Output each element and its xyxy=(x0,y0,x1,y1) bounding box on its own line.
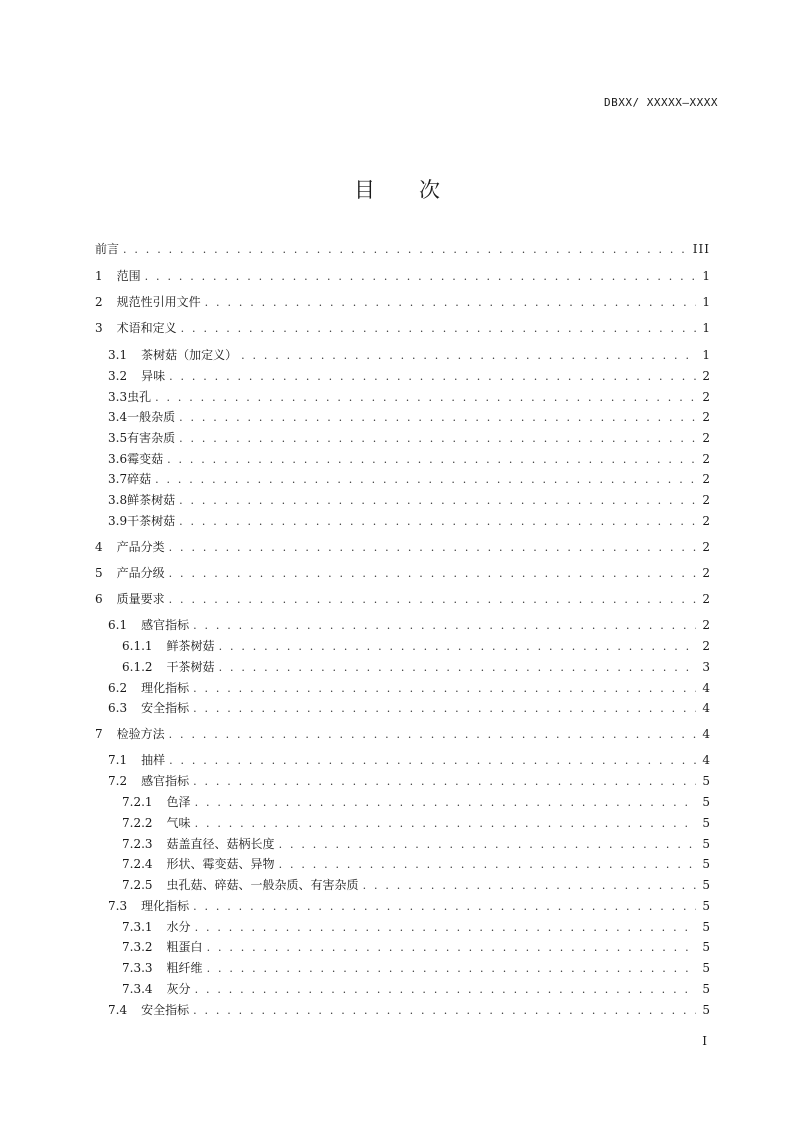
toc-entry-label: 质量要求 xyxy=(116,592,165,606)
toc-dot-leader xyxy=(241,348,696,364)
toc-entry-number: 3.5 xyxy=(108,431,128,445)
document-code: DBXX/ XXXXX—XXXX xyxy=(604,96,718,109)
toc-entry-label: 有害杂质 xyxy=(127,431,176,445)
toc-entry-number: 7.3.2 xyxy=(122,940,153,954)
toc-entry-number: 7.1 xyxy=(108,753,128,767)
toc-entry-label: 干茶树菇 xyxy=(127,514,176,528)
toc-entry[interactable] xyxy=(122,638,710,654)
toc-entry-label: 虫孔菇、碎菇、一般杂质、有害杂质 xyxy=(166,878,359,892)
toc-entry-page: 4 xyxy=(702,681,710,695)
toc-entry[interactable] xyxy=(108,1002,710,1018)
toc-dot-leader xyxy=(169,592,696,608)
toc-entry[interactable] xyxy=(122,659,710,675)
toc-entry-page: 5 xyxy=(702,878,710,892)
toc-dot-leader xyxy=(195,920,696,936)
toc-entry-page: 1 xyxy=(702,348,710,362)
toc-entry-number: 6 xyxy=(95,592,103,606)
toc-entry-label: 水分 xyxy=(166,920,191,934)
toc-dot-leader xyxy=(179,431,696,447)
toc-dot-leader xyxy=(207,961,696,977)
toc-entry-number: 7 xyxy=(95,727,103,741)
toc-entry[interactable] xyxy=(108,898,710,914)
toc-entry[interactable] xyxy=(108,700,710,716)
toc-entry-number: 6.2 xyxy=(108,681,128,695)
toc-entry-number: 7.2.3 xyxy=(122,837,153,851)
toc-entry[interactable] xyxy=(122,815,710,831)
toc-entry-page: 2 xyxy=(702,452,710,466)
toc-entry-number: 7.2 xyxy=(108,774,128,788)
toc-entry-page: 2 xyxy=(702,592,710,606)
toc-entry-number: 3.3 xyxy=(108,390,128,404)
toc-entry[interactable] xyxy=(122,877,710,893)
toc-entry-label: 碎菇 xyxy=(127,472,152,486)
toc-dot-leader xyxy=(179,493,696,509)
toc-entry-page: 5 xyxy=(702,1003,710,1017)
title-char-1: 目 xyxy=(354,178,375,202)
toc-entry-page: 2 xyxy=(702,410,710,424)
toc-entry-number: 7.3.4 xyxy=(122,982,153,996)
toc-entry[interactable] xyxy=(95,268,710,284)
toc-dot-leader xyxy=(195,982,696,998)
toc-entry-page: 2 xyxy=(702,514,710,528)
toc-dot-leader xyxy=(155,390,696,406)
toc-dot-leader xyxy=(169,540,696,556)
toc-entry-label: 菇盖直径、菇柄长度 xyxy=(166,837,275,851)
toc-entry[interactable] xyxy=(95,539,710,555)
toc-dot-leader xyxy=(219,639,696,655)
toc-entry-page: 2 xyxy=(702,472,710,486)
toc-entry[interactable] xyxy=(122,939,710,955)
toc-entry[interactable] xyxy=(95,241,710,257)
toc-dot-leader xyxy=(155,472,696,488)
toc-entry-number: 7.2.2 xyxy=(122,816,153,830)
toc-entry-label: 干茶树菇 xyxy=(166,660,215,674)
toc-entry-label: 产品分类 xyxy=(116,540,165,554)
toc-entry-page: 5 xyxy=(702,795,710,809)
toc-entry[interactable] xyxy=(108,773,710,789)
toc-dot-leader xyxy=(181,321,696,337)
toc-entry-page: 5 xyxy=(702,857,710,871)
toc-entry[interactable] xyxy=(108,368,710,384)
toc-dot-leader xyxy=(193,701,696,717)
toc-entry-number: 3.4 xyxy=(108,410,128,424)
toc-entry-label: 感官指标 xyxy=(141,618,190,632)
toc-entry-page: 5 xyxy=(702,899,710,913)
toc-dot-leader xyxy=(169,753,696,769)
toc-dot-leader xyxy=(145,269,696,285)
toc-dot-leader xyxy=(179,410,696,426)
toc-dot-leader xyxy=(219,660,696,676)
toc-entry-label: 理化指标 xyxy=(141,681,190,695)
toc-entry-number: 7.3 xyxy=(108,899,128,913)
toc-entry-label: 检验方法 xyxy=(116,727,165,741)
toc-entry-page: 5 xyxy=(702,982,710,996)
toc-entry[interactable] xyxy=(108,492,710,508)
toc-entry-label: 粗蛋白 xyxy=(166,940,203,954)
toc-dot-leader xyxy=(179,514,696,530)
toc-entry-label: 范围 xyxy=(116,269,141,283)
toc-entry-number: 2 xyxy=(95,295,103,309)
toc-entry-number: 6.3 xyxy=(108,701,128,715)
toc-entry-label: 色泽 xyxy=(166,795,191,809)
toc-entry[interactable] xyxy=(108,430,710,446)
toc-entry-label: 霉变菇 xyxy=(127,452,164,466)
toc-entry-number: 7.2.1 xyxy=(122,795,153,809)
toc-entry-label: 规范性引用文件 xyxy=(116,295,201,309)
toc-entry-page: 1 xyxy=(702,321,710,335)
toc-dot-leader xyxy=(193,1003,696,1019)
toc-entry-label: 一般杂质 xyxy=(127,410,176,424)
toc-entry-label: 形状、霉变菇、异物 xyxy=(166,857,275,871)
toc-entry-page: III xyxy=(692,242,710,256)
toc-entry-page: 1 xyxy=(702,269,710,283)
toc-entry[interactable] xyxy=(108,680,710,696)
toc-entry-page: 2 xyxy=(702,369,710,383)
toc-entry[interactable] xyxy=(108,513,710,529)
toc-entry-number: 7.3.1 xyxy=(122,920,153,934)
toc-entry-number: 4 xyxy=(95,540,103,554)
toc-entry-page: 2 xyxy=(702,566,710,580)
toc-entry-label: 虫孔 xyxy=(127,390,152,404)
toc-entry-page: 5 xyxy=(702,940,710,954)
toc-entry-label: 前言 xyxy=(95,242,120,256)
toc-dot-leader xyxy=(169,727,696,743)
toc-entry-number: 3.8 xyxy=(108,493,128,507)
toc-entry[interactable] xyxy=(122,960,710,976)
toc-entry-label: 鲜茶树菇 xyxy=(127,493,176,507)
toc-entry-label: 茶树菇（加定义） xyxy=(141,348,238,362)
toc-entry-page: 2 xyxy=(702,493,710,507)
toc-entry[interactable] xyxy=(95,320,710,336)
toc-entry-page: 4 xyxy=(702,701,710,715)
toc-entry[interactable] xyxy=(122,856,710,872)
toc-entry[interactable] xyxy=(108,389,710,405)
toc-entry-label: 理化指标 xyxy=(141,899,190,913)
toc-entry-page: 5 xyxy=(702,920,710,934)
toc-entry[interactable] xyxy=(108,617,710,633)
toc-entry-number: 3.6 xyxy=(108,452,128,466)
toc-dot-leader xyxy=(195,816,696,832)
toc-entry-label: 术语和定义 xyxy=(116,321,177,335)
toc-dot-leader xyxy=(193,774,696,790)
toc-entry-number: 7.2.4 xyxy=(122,857,153,871)
toc-entry[interactable] xyxy=(122,981,710,997)
toc-entry-page: 5 xyxy=(702,774,710,788)
toc-dot-leader xyxy=(167,452,696,468)
page-title xyxy=(0,174,794,204)
toc-entry-number: 3.1 xyxy=(108,348,128,362)
toc-entry-number: 7.2.5 xyxy=(122,878,153,892)
toc-dot-leader xyxy=(207,940,696,956)
toc-entry-number: 6.1.2 xyxy=(122,660,153,674)
toc-entry-label: 产品分级 xyxy=(116,566,165,580)
toc-entry-number: 3.2 xyxy=(108,369,128,383)
toc-entry[interactable] xyxy=(95,726,710,742)
toc-entry-label: 气味 xyxy=(166,816,191,830)
toc-entry-number: 3.9 xyxy=(108,514,128,528)
toc-entry[interactable] xyxy=(95,565,710,581)
toc-entry-page: 3 xyxy=(702,660,710,674)
toc-entry-label: 感官指标 xyxy=(141,774,190,788)
toc-entry-page: 2 xyxy=(702,431,710,445)
toc-entry-label: 异味 xyxy=(141,369,166,383)
toc-dot-leader xyxy=(123,242,689,258)
toc-entry-page: 2 xyxy=(702,390,710,404)
toc-entry-label: 粗纤维 xyxy=(166,961,203,975)
toc-entry-page: 4 xyxy=(702,753,710,767)
toc-dot-leader xyxy=(193,681,696,697)
toc-entry-number: 3.7 xyxy=(108,472,128,486)
toc-entry-number: 7.3.3 xyxy=(122,961,153,975)
toc-entry-number: 6.1 xyxy=(108,618,128,632)
toc-dot-leader xyxy=(169,369,696,385)
page-number: I xyxy=(702,1034,707,1048)
toc-entry[interactable] xyxy=(108,347,710,363)
title-char-2: 次 xyxy=(419,178,440,202)
toc-entry-label: 安全指标 xyxy=(141,701,190,715)
toc-dot-leader xyxy=(195,795,696,811)
toc-entry-number: 6.1.1 xyxy=(122,639,153,653)
toc-entry-page: 5 xyxy=(702,961,710,975)
toc-entry[interactable] xyxy=(122,794,710,810)
toc-dot-leader xyxy=(169,566,696,582)
toc-entry-page: 2 xyxy=(702,618,710,632)
toc-entry-page: 1 xyxy=(702,295,710,309)
toc-dot-leader xyxy=(363,878,696,894)
toc-entry-page: 5 xyxy=(702,816,710,830)
toc-entry-number: 3 xyxy=(95,321,103,335)
toc-entry[interactable] xyxy=(108,752,710,768)
toc-entry-page: 2 xyxy=(702,639,710,653)
toc-entry[interactable] xyxy=(95,591,710,607)
toc-dot-leader xyxy=(193,618,696,634)
toc-entry-label: 抽样 xyxy=(141,753,166,767)
toc-entry[interactable] xyxy=(95,294,710,310)
toc-entry[interactable] xyxy=(108,409,710,425)
toc-entry-label: 安全指标 xyxy=(141,1003,190,1017)
toc-entry-label: 灰分 xyxy=(166,982,191,996)
toc-entry[interactable] xyxy=(108,451,710,467)
toc-entry-number: 7.4 xyxy=(108,1003,128,1017)
toc-entry-page: 4 xyxy=(702,727,710,741)
toc-entry[interactable] xyxy=(108,471,710,487)
toc-entry-label: 鲜茶树菇 xyxy=(166,639,215,653)
toc-entry[interactable] xyxy=(122,919,710,935)
toc-dot-leader xyxy=(193,899,696,915)
toc-entry-number: 5 xyxy=(95,566,103,580)
toc-dot-leader xyxy=(279,857,696,873)
toc-entry-number: 1 xyxy=(95,269,103,283)
toc-entry-page: 2 xyxy=(702,540,710,554)
toc-entry[interactable] xyxy=(122,836,710,852)
toc-entry-page: 5 xyxy=(702,837,710,851)
toc-dot-leader xyxy=(205,295,696,311)
toc-dot-leader xyxy=(279,837,696,853)
